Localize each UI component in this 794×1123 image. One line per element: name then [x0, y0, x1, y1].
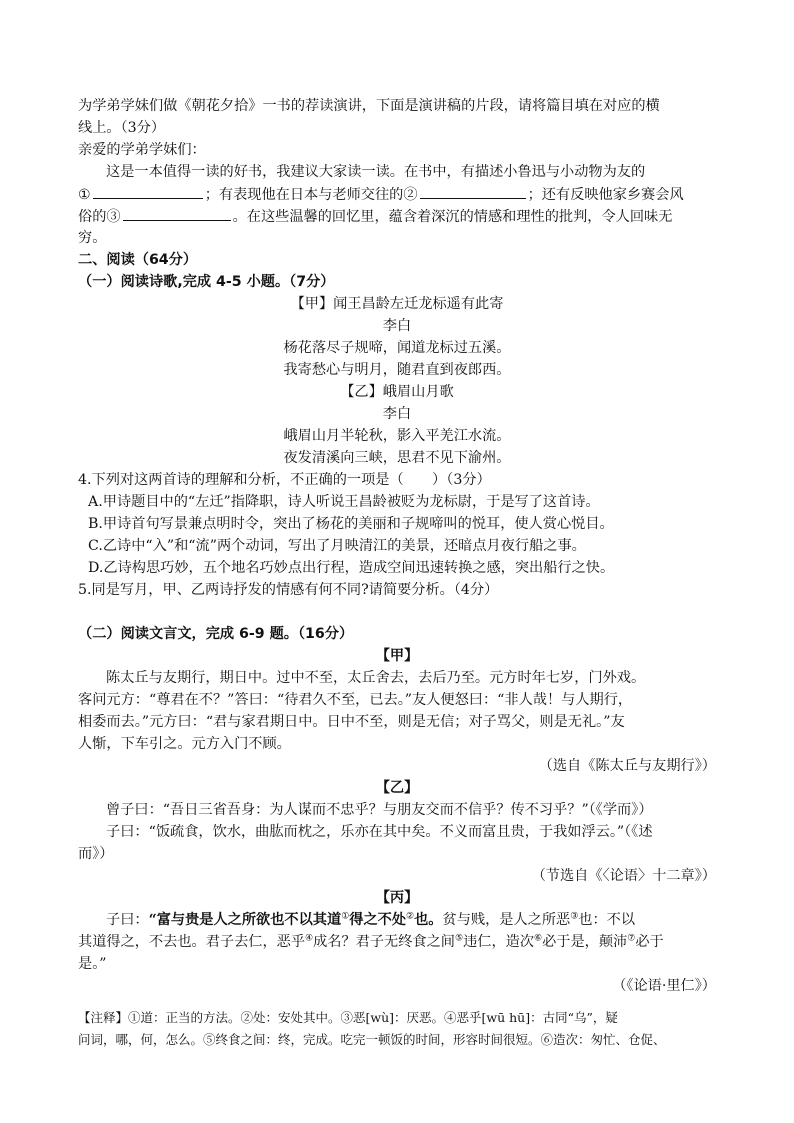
bing-line-2-b: 成名？君子无终食之间 [313, 934, 455, 950]
bing-bold-phrase-2: 得之不处 [349, 912, 407, 928]
poem-yi-line-1: 峨眉山月半轮秋，影入平羌江水流。 [283, 428, 511, 444]
note-ref-1: ① [341, 911, 350, 922]
text-yi-line-2: 子曰：“饭疏食，饮水，曲肱而枕之，乐亦在其中矣。不义而富且贵，于我如浮云。”（《述 [106, 824, 653, 840]
note-ref-6: ⑥ [534, 933, 543, 944]
note-ref-5: ⑤ [454, 933, 464, 944]
bing-line-2-c: 违仁，造次 [463, 934, 535, 950]
text-jia-line-4: 人惭，下车引之。元方入门不顾。 [78, 736, 291, 752]
text-yi-source: （节选自《〈论语〉十二章》） [531, 868, 716, 884]
bing-line-2-a: 其道得之，不去也。君子去仁，恶乎 [78, 934, 306, 950]
paragraph-line-2 [78, 184, 684, 205]
text-bing-line-1 [106, 910, 635, 930]
answer-blank-3[interactable] [123, 206, 231, 221]
poem-yi-title: 【乙】峨眉山月歌 [340, 384, 454, 400]
text-jia-source: （选自《陈太丘与友期行》） [538, 758, 716, 774]
paragraph-line-3-text: 。在这些温馨的回忆里，蕴含着深沉的情感和理性的批判，令人回味无 [232, 209, 673, 225]
greeting: 亲爱的学弟学妹们： [78, 142, 206, 158]
intro-line-1: 为学弟学妹们做《朝花夕拾》一书的荐读演讲，下面是演讲稿的片段，请将篇目填在对应的横 [78, 98, 660, 114]
text-bing-source: （《论语·里仁》） [612, 978, 716, 994]
question-4-option-d: D.乙诗构思巧妙，五个地名巧妙点出行程，造成空间迅速转换之感，突出船行之快。 [88, 560, 615, 576]
text-yi-line-1: 曾子曰：“吾日三省吾身：为人谋而不忠乎？与朋友交而不信乎？传不习乎？”（《学而》） [106, 802, 653, 818]
subsection-heading-2: （二）阅读文言文，完成 6-9 题。（16分） [78, 626, 354, 642]
bing-line-1-end: 也：不以 [578, 912, 636, 928]
text-bing-line-2 [78, 932, 664, 952]
text-jia-line-1: 陈太丘与友期行，期日中。过中不至，太丘舍去，去后乃至。元方时年七岁，门外戏。 [106, 670, 646, 686]
text-yi-mark: 【乙】 [375, 780, 419, 796]
section-heading: 二、阅读（64分） [78, 252, 198, 268]
blank-marker-1: ① [78, 187, 91, 203]
bing-line-1-post: 贫与贱，是人之所恶 [442, 912, 571, 928]
bing-line-2-e: 必于 [635, 934, 664, 950]
question-4-stem: 4.下列对这两首诗的理解和分析，不正确的一项是（ ）（3分） [78, 472, 491, 488]
paragraph-line-1: 这是一本值得一读的好书，我建议大家读一读。在书中，有描述小鲁迅与小动物为友的 [106, 164, 646, 180]
question-5: 5.同是写月，甲、乙两诗抒发的情感有何不同?请简要分析。（4分） [78, 582, 499, 598]
question-4-option-b: B.甲诗首句写景兼点明时令，突出了杨花的美丽和子规啼叫的悦耳，使人赏心悦目。 [88, 516, 614, 532]
poem-jia-line-1: 杨花落尽子规啼，闻道龙标过五溪。 [283, 340, 511, 356]
note-ref-3: ③ [570, 911, 579, 922]
text-jia-mark: 【甲】 [375, 648, 419, 664]
notes-line-1: 【注释】①道：正当的方法。②处：安处其中。③恶[wù]：厌恶。④恶乎[wū hū]：古同“乌”，疑 [78, 1010, 618, 1025]
question-4-option-a: A.甲诗题目中的“左迁”指降职，诗人听说王昌龄被贬为龙标尉，于是写了这首诗。 [88, 494, 600, 510]
question-4-option-c: C.乙诗中“入”和“流”两个动词，写出了月映清江的美景，还暗点月夜行船之事。 [88, 538, 586, 554]
note-ref-4: ④ [305, 933, 314, 944]
text-bing-mark: 【丙】 [375, 890, 419, 906]
subsection-heading-1: （一）阅读诗歌,完成 4-5 小题。（7分） [78, 274, 335, 290]
bing-line-1-prefix: 子曰： [106, 912, 149, 928]
text-yi-line-3: 而》） [78, 846, 114, 862]
bing-bold-phrase-1: “富与贵是人之所欲也不以其道 [148, 912, 342, 928]
bing-line-2-d: 必于是，颠沛 [542, 934, 628, 950]
blank-marker-3: 俗的③ [78, 209, 121, 225]
poem-jia-line-2: 我寄愁心与明月，随君直到夜郎西。 [283, 362, 511, 378]
paragraph-line-4: 穷。 [78, 230, 107, 246]
poem-jia-title: 【甲】闻王昌龄左迁龙标遥有此寄 [290, 296, 504, 312]
bing-bold-phrase-3: 也。 [414, 912, 443, 928]
note-ref-7: ⑦ [627, 933, 636, 944]
poem-yi-line-2: 夜发清溪向三峡，思君不见下渝州。 [283, 450, 511, 466]
notes-line-2: 问词，哪，何，怎么。⑤终食之间：终，完成。吃完一顿饭的时间，形容时间很短。⑥造次：匆忙、仓促、 [78, 1032, 666, 1047]
paragraph-line-2-text: ；有表现他在日本与老师交往的② [204, 187, 418, 203]
intro-line-2: 线上。（3分） [78, 120, 166, 136]
answer-blank-2[interactable] [420, 184, 526, 199]
text-jia-line-3: 相委而去。”元方曰：“君与家君期日中。日中不至，则是无信；对子骂父，则是无礼。”友 [78, 714, 625, 730]
answer-blank-1[interactable] [93, 184, 203, 199]
poem-jia-author: 李白 [382, 318, 412, 334]
text-bing-line-3: 是。” [78, 956, 107, 972]
paragraph-line-2-end: ；还有反映他家乡赛会风 [527, 187, 684, 203]
note-ref-2: ② [406, 911, 415, 922]
text-jia-line-2: 客问元方：“尊君在不？”答曰：“待君久不至，已去。”友人便怒曰：“非人哉！与人期行， [78, 692, 633, 708]
paragraph-line-3 [78, 206, 672, 227]
poem-yi-author: 李白 [382, 406, 412, 422]
